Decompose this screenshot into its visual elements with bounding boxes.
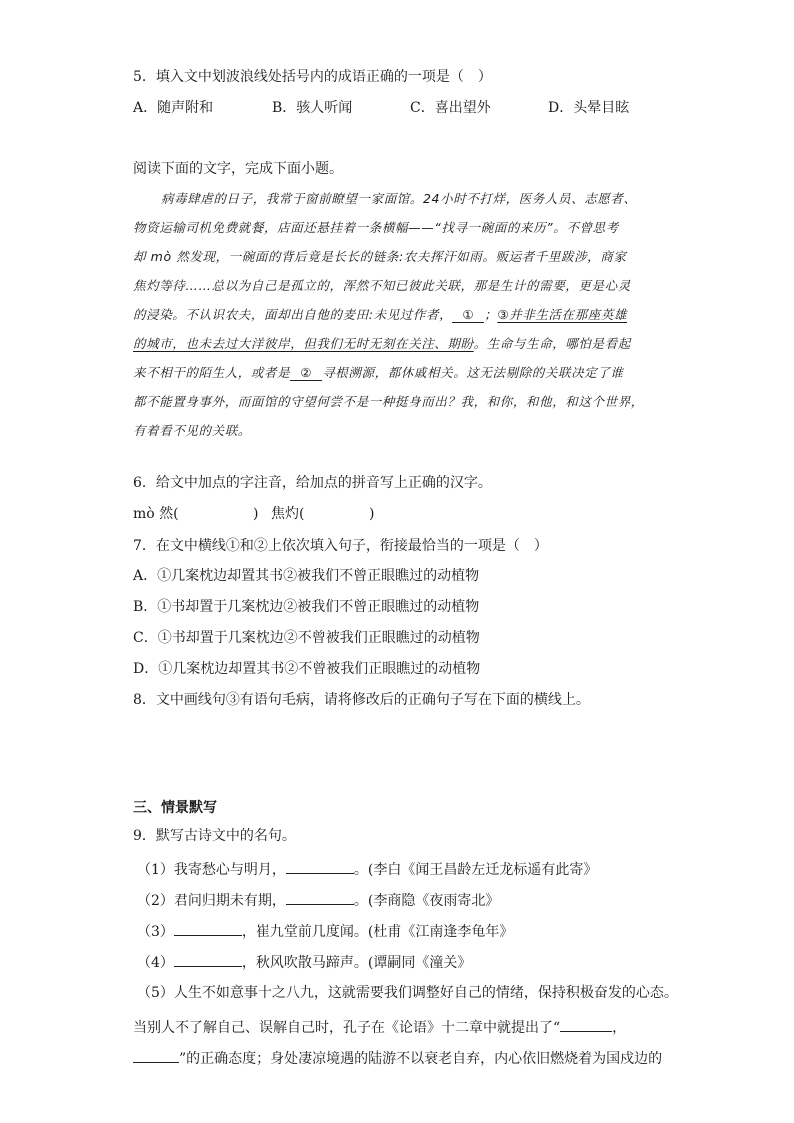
underlined-sentence-3-start: ③并非生活在那座英雄 <box>497 307 628 322</box>
section-3-title: 三、情景默写 <box>133 800 217 816</box>
q7-option-a[interactable]: A．①几案枕边却置其书②被我们不曾正眼瞧过的动植物 <box>133 568 480 584</box>
q9-item-5-line-3 <box>133 1047 662 1068</box>
q5-option-d[interactable]: D．头晕目眩 <box>548 100 630 116</box>
passage-line-7 <box>133 364 624 382</box>
q9-stem: 9．默写古诗文中的名句。 <box>133 828 296 844</box>
q7-option-c[interactable]: C．①书却置于几案枕边②不曾被我们正眼瞧过的动植物 <box>133 630 480 646</box>
passage-line-5-text: 的浸染。不认识农夫，面却出自他的麦田:未见过作者， <box>133 307 453 322</box>
passage-semicolon: ； <box>484 307 498 322</box>
q9-item-5-line-1: （5）人生不如意事十之八九，这就需要我们调整好自己的情绪，保持积极奋发的心态。 <box>137 985 678 1001</box>
q6-item-2: 焦灼( <box>271 506 305 522</box>
q7-option-d[interactable]: D．①几案枕边却置其书②不曾被我们正眼瞧过的动植物 <box>133 661 481 677</box>
q9-blank-5b[interactable] <box>133 1047 179 1063</box>
passage-line-8: 都不能置身事外，而面馆的守望何尝不是一种挺身而出？我，和你，和他，和这个世界， <box>133 394 644 409</box>
q7-option-b[interactable]: B．①书却置于几案枕边②被我们不曾正眼瞧过的动植物 <box>133 599 480 615</box>
q9-item-3-number: （3） <box>137 924 174 940</box>
passage-line-7-text-a: 来不相干的陌生人，或者是 <box>133 365 291 380</box>
q8-stem: 8．文中画线句③有语句毛病，请将修改后的正确句子写在下面的横线上。 <box>133 692 590 708</box>
q9-blank-1[interactable] <box>286 858 354 874</box>
q9-blank-5a[interactable] <box>560 1016 612 1032</box>
passage-line-1: 病毒肆虐的日子，我常于窗前瞭望一家面馆。24小时不打烊，医务人员、志愿者、 <box>161 191 637 206</box>
q9-item-3-text: ，崔九堂前几度闻。(杜甫《江南逢李龟年》 <box>241 924 514 940</box>
passage-line-7-text-b: 寻根溯源，都休戚相关。这无法剔除的关联决定了谁 <box>322 365 624 380</box>
passage-line-2: 物资运输司机免费就餐，店面还悬挂着一条横幅——“找寻一碗面的来历”。不曾思考 <box>133 220 619 235</box>
q5-stem: 5．填入文中划波浪线处括号内的成语正确的一项是（ ） <box>133 69 492 85</box>
passage-line-3: 却 mò 然发现，一碗面的背后竟是长长的链条:农夫挥汗如雨。贩运者千里跋涉，商家 <box>133 249 627 264</box>
passage-line-6 <box>133 335 631 353</box>
q9-blank-2[interactable] <box>286 889 354 905</box>
passage-line-4: 焦灼等待……总以为自己是孤立的，浑然不知已彼此关联，那是生计的需要，更是心灵 <box>133 278 631 293</box>
q5-option-c[interactable]: C．喜出望外 <box>410 100 491 116</box>
q9-item-2-text: （2）君问归期未有期， <box>137 893 286 909</box>
q9-blank-4[interactable] <box>174 951 242 967</box>
passage-line-9: 有着看不见的关联。 <box>133 423 251 438</box>
q5-option-a[interactable]: A．随声附和 <box>133 100 214 116</box>
q9-item-4-text: ，秋风吹散马蹄声。(谭嗣同《潼关》 <box>241 955 472 971</box>
q9-blank-3[interactable] <box>174 920 242 936</box>
q9-item-4-number: （4） <box>137 955 174 971</box>
passage-line-6-text: 。生命与生命，哪怕是看起 <box>473 336 631 351</box>
q9-item-3 <box>137 920 513 941</box>
q6-item-1: mò 然( <box>133 506 179 522</box>
q9-item-5-text-cont: ”的正确态度；身处凄凉境遇的陆游不以衰老自弃，内心依旧燃烧着为国戍边的 <box>179 1051 663 1067</box>
q7-stem: 7．在文中横线①和②上依次填入句子，衔接最恰当的一项是（ ） <box>133 538 548 554</box>
q9-item-2-source: 。(李商隐《夜雨寄北》 <box>353 893 500 909</box>
underlined-sentence-3-end: 的城市，也未去过大洋彼岸，但我们无时无刻在关注、期盼 <box>133 336 474 351</box>
q9-item-2 <box>137 889 499 910</box>
q9-item-5-text: 当别人不了解自己、误解自己时，孔子在《论语》十二章中就提出了“ <box>133 1020 561 1036</box>
q6-item-1-close: ) <box>253 506 259 522</box>
blank-2[interactable]: ② <box>290 365 322 381</box>
blank-1[interactable]: ① <box>452 307 484 323</box>
q9-item-5-comma: ， <box>612 1020 627 1036</box>
q9-item-1-text: （1）我寄愁心与明月， <box>137 862 286 878</box>
q6-stem: 6．给文中加点的字注音，给加点的拼音写上正确的汉字。 <box>133 475 492 491</box>
q6-item-2-close: ) <box>369 506 375 522</box>
q9-item-5-line-2 <box>133 1016 626 1037</box>
q9-item-1 <box>137 858 597 879</box>
reading-intro: 阅读下面的文字，完成下面小题。 <box>133 161 343 177</box>
q5-option-b[interactable]: B．骇人听闻 <box>272 100 353 116</box>
passage-line-5 <box>133 306 627 324</box>
q9-item-1-source: 。(李白《闻王昌龄左迁龙标遥有此寄》 <box>353 862 598 878</box>
q9-item-4 <box>137 951 471 972</box>
